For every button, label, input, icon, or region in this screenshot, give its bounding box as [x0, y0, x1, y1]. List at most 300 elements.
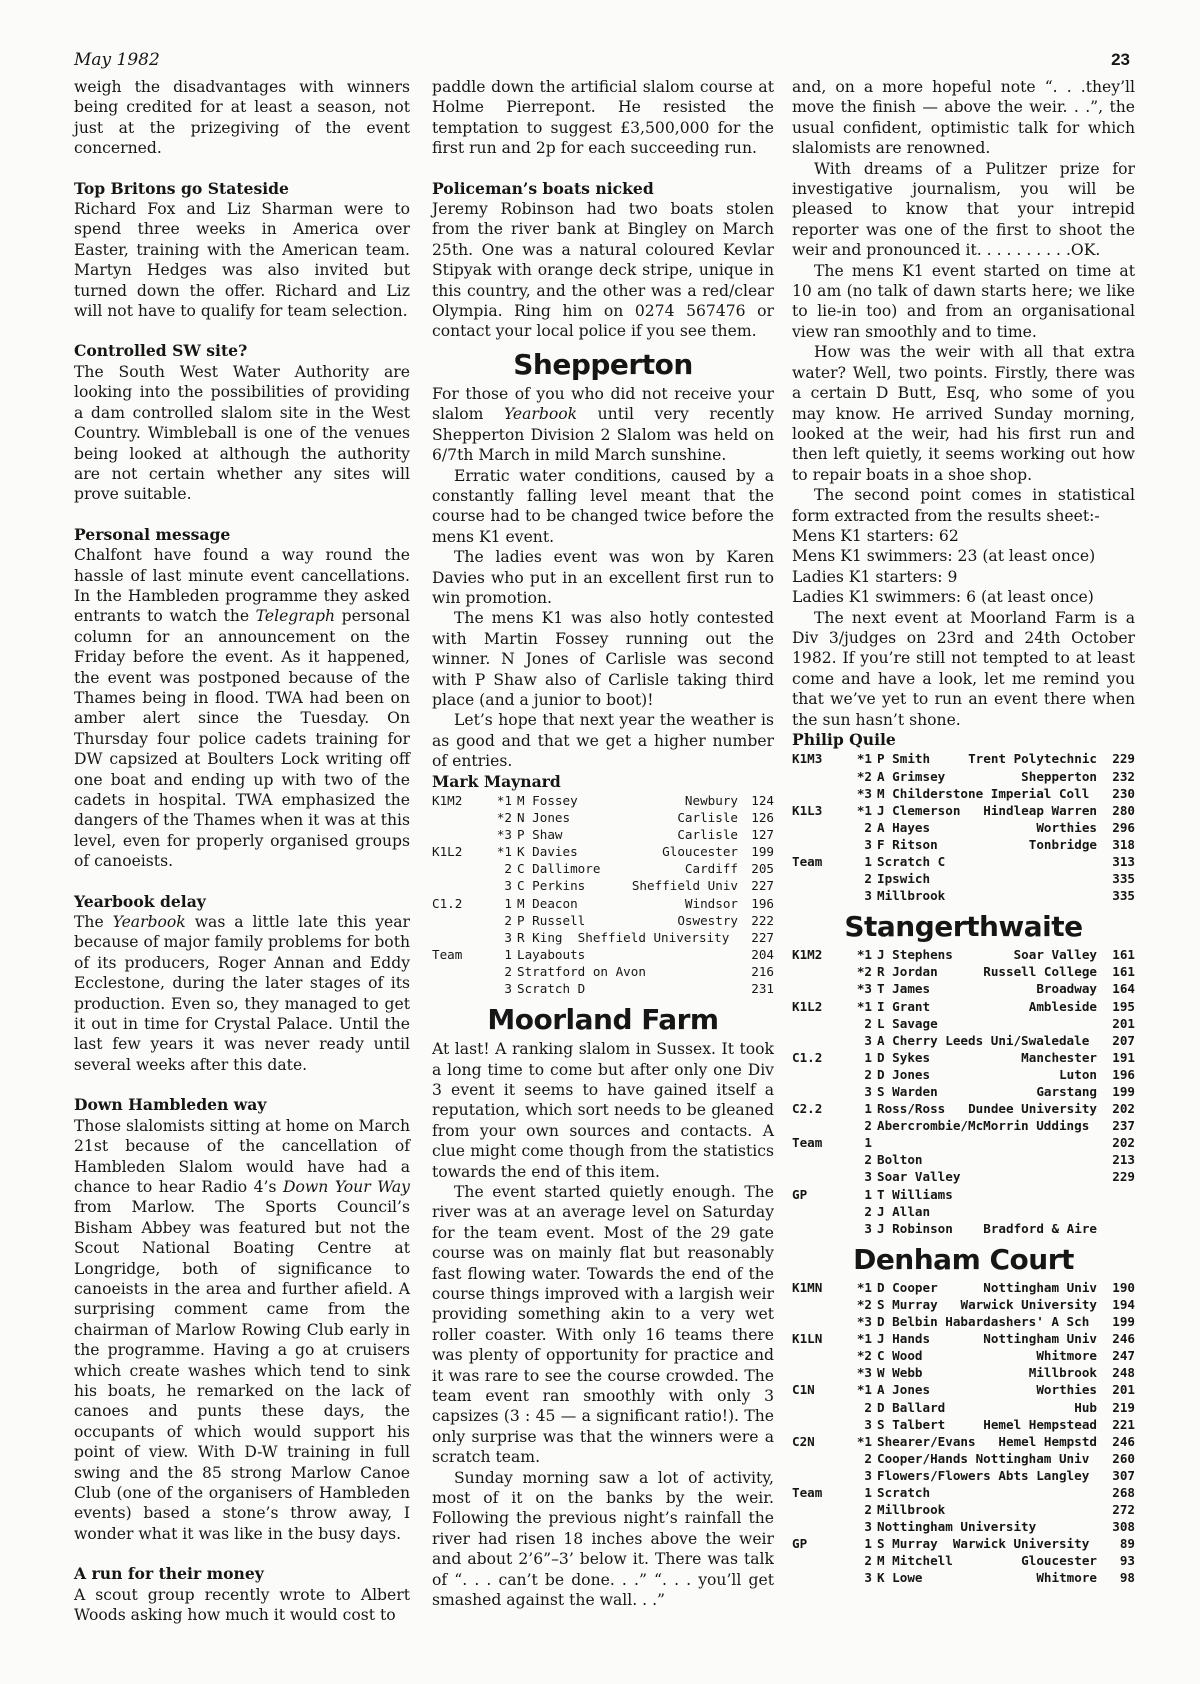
result-club [1097, 1467, 1105, 1484]
result-row [792, 1535, 1135, 1552]
result-club: Nottingham Univ [983, 1279, 1097, 1295]
byline: Philip Quile [792, 730, 896, 749]
result-club [1097, 1484, 1105, 1501]
result-class [792, 887, 842, 904]
result-class [792, 1450, 842, 1467]
paragraph: How was the weir with all that extra water? Well, two points. Firstly, there was a certain D Butt, Esq, who some of you may know. He arrived Sunday morning, looked at the weir, had his first run and then left quietly, it seems working out how to repair boats in a shoe shop. [792, 343, 1135, 484]
result-club: Hub [1074, 1399, 1097, 1415]
result-name: Millbrook [877, 1502, 946, 1518]
result-time: 227 [751, 929, 774, 945]
result-class [792, 768, 842, 785]
result-class: Team [792, 853, 823, 869]
result-time: 196 [1112, 1066, 1135, 1082]
headline-down-hambleden-way: Down Hambleden way [74, 1095, 267, 1115]
paragraph: For those of you who did not receive your slalom Yearbook until very recently Shepperton Division 2 Slalom was held on 6/7th March in mild March sunshine. [432, 384, 775, 465]
paragraph: The second point comes in statistical form extracted from the results sheet:- [792, 486, 1135, 525]
section-title-moorland-farm: Moorland Farm [487, 1003, 719, 1037]
result-row [792, 1117, 1135, 1134]
byline: Mark Maynard [432, 771, 561, 791]
result-place: *2 [856, 768, 872, 784]
result-club [1097, 1518, 1105, 1535]
result-class [792, 1203, 842, 1220]
result-place: 3 [504, 929, 512, 945]
result-row [792, 785, 1135, 802]
result-place: *2 [856, 964, 872, 980]
headline-policemans-boats: Policeman’s boats nicked [432, 178, 654, 198]
result-club [1097, 1134, 1105, 1151]
result-row [792, 887, 1135, 904]
result-place: 2 [504, 912, 512, 928]
paragraph: Richard Fox and Liz Sharman were to spend three weeks in America over Easter, training with the American team. Martyn Hedges was also invited but turned down the offer. Richard and Liz will not have to qualify for team selection. [74, 200, 410, 321]
result-class [792, 1501, 842, 1518]
result-time: 246 [1112, 1331, 1135, 1347]
result-club: Bradford & Aire [983, 1220, 1097, 1236]
result-name: Shearer/Evans [877, 1433, 976, 1449]
result-place: 3 [864, 1416, 872, 1432]
result-row [432, 877, 774, 894]
result-time: 201 [1112, 1015, 1135, 1031]
result-name: Stratford on Avon [517, 963, 646, 979]
result-row [792, 1467, 1135, 1484]
result-name: Flowers/Flowers Abts Langley [877, 1467, 1090, 1483]
result-name: A Cherry Leeds Uni/Swaledale [877, 1032, 1090, 1048]
result-place: *2 [496, 810, 512, 826]
result-time: 199 [751, 844, 774, 860]
result-time: 204 [751, 946, 774, 962]
result-row [792, 1450, 1135, 1467]
result-row [432, 895, 774, 912]
result-name: F Ritson [877, 836, 938, 852]
result-place: 2 [864, 1450, 872, 1466]
result-class [432, 860, 482, 877]
result-club: Garstang [1036, 1084, 1097, 1099]
result-name: J Allan [877, 1203, 931, 1219]
result-club [1097, 1032, 1105, 1049]
result-place: 3 [504, 878, 512, 894]
result-name: Soar Valley [877, 1169, 961, 1185]
result-row [792, 870, 1135, 887]
result-place: 3 [864, 888, 872, 904]
result-time: 272 [1112, 1502, 1135, 1518]
result-place: 3 [864, 1220, 872, 1236]
result-club: Windsor [684, 895, 738, 911]
result-name: M Fossey [517, 793, 578, 808]
result-class: K1MN [792, 1279, 823, 1295]
result-time: 207 [1112, 1032, 1135, 1048]
result-class [792, 1364, 842, 1381]
result-name: Cooper/Hands Nottingham Univ [877, 1450, 1090, 1466]
result-class [792, 1015, 842, 1032]
result-name: P Russell [517, 912, 586, 928]
result-time: 199 [1112, 1084, 1135, 1099]
result-place: 1 [864, 853, 872, 869]
result-row [432, 963, 774, 980]
result-time: 247 [1112, 1348, 1135, 1364]
result-time: 232 [1112, 768, 1135, 784]
result-time: 196 [751, 895, 774, 911]
result-name: A Hayes [877, 819, 931, 835]
result-club: Oswestry [677, 912, 738, 928]
result-name: S Murray Warwick University [877, 1536, 1090, 1552]
result-name: D Jones [877, 1066, 931, 1082]
result-row [432, 826, 774, 843]
result-row [792, 1381, 1135, 1398]
result-place: 2 [864, 1015, 872, 1031]
result-class [792, 819, 842, 836]
result-club [738, 929, 746, 946]
result-class: K1L2 [432, 844, 463, 860]
result-name: Ipswich [877, 871, 931, 887]
result-place: 1 [864, 1049, 872, 1065]
result-row [792, 1552, 1135, 1569]
result-row [432, 809, 774, 826]
result-club: Russell College [983, 964, 1097, 980]
result-club: Newbury [684, 793, 738, 808]
result-club [1097, 1450, 1105, 1467]
result-time: 268 [1112, 1484, 1135, 1500]
result-place: 1 [504, 946, 512, 962]
result-club [1097, 1313, 1105, 1330]
result-time: 98 [1119, 1570, 1135, 1586]
result-class: C2.2 [792, 1101, 823, 1117]
result-name: J Stephens [877, 947, 953, 963]
result-place: 1 [864, 1101, 872, 1117]
result-club [1097, 1501, 1105, 1518]
result-row [792, 1518, 1135, 1535]
result-name: W Webb [877, 1365, 923, 1381]
result-row [432, 792, 774, 809]
result-row [792, 1015, 1135, 1032]
result-time: 296 [1112, 819, 1135, 835]
result-class [432, 912, 482, 929]
result-place: 1 [864, 1135, 872, 1151]
result-name: C Wood [877, 1348, 923, 1364]
result-club: Dundee University [968, 1101, 1097, 1117]
paragraph: With dreams of a Pulitzer prize for investigative journalism, you will be pleased to know that your intrepid reporter was one of the first to shoot the weir and pronounced it. . . . . . . . . .OK. [792, 159, 1135, 260]
stat-line: Ladies K1 starters: 9 [792, 567, 958, 586]
result-name: A Grimsey [877, 768, 946, 784]
result-class [432, 963, 482, 980]
result-place: *1 [856, 1382, 872, 1398]
result-row [432, 980, 774, 997]
result-row [792, 1399, 1135, 1416]
result-club: Carlisle [677, 827, 738, 843]
result-time: 237 [1112, 1118, 1135, 1134]
result-place: 3 [864, 1084, 872, 1099]
result-time: 219 [1112, 1399, 1135, 1415]
result-row [792, 819, 1135, 836]
result-time: 229 [1112, 751, 1135, 767]
result-club [1097, 1203, 1105, 1220]
result-class: C2N [792, 1433, 815, 1449]
result-class [792, 785, 842, 802]
result-class [792, 1569, 842, 1586]
result-club [738, 963, 746, 980]
result-name: D Sykes [877, 1049, 931, 1065]
result-row [792, 1203, 1135, 1220]
result-club: Gloucester [1021, 1553, 1097, 1569]
result-name: M Deacon [517, 895, 578, 911]
result-time: 201 [1112, 1382, 1135, 1398]
result-time: 127 [751, 827, 774, 843]
paragraph: At last! A ranking slalom in Sussex. It took a long time to come but after only one Div 3 event it seems to have gained itself a reputation, which sort needs to be gleaned from your own sources and contacts. A clue might come though from the statistics towards the end of this item. [432, 1040, 774, 1181]
result-club: Hemel Hempstd [998, 1433, 1097, 1449]
result-name: Layabouts [517, 946, 586, 962]
paragraph: Chalfont have found a way round the hassle of last minute event cancellations. In the Hambleden programme they asked entrants to watch the Telegraph personal column for an announcement on the Friday before the event. As it happened, the event was postponed because of the Thames being in flood. TWA had been on amber alert since the Tuesday. On Thursday four police cadets training for DW capsized at Boulters Lock writing off one boat and ending up with two of the cadets in hospital. TWA emphasized the dangers of the Thames when it was at this level, even for properly organised groups of canoeists. [74, 546, 411, 871]
result-class [792, 1347, 842, 1364]
paragraph: A scout group recently wrote to Albert Woods asking how much it would cost to [74, 1585, 410, 1625]
paragraph: The South West Water Authority are looking into the possibilities of providing a dam controlled slalom site in the West Country. Wimbleball is one of the venues being looked at although the authority are not certain whether any sites will prove suitable. [74, 362, 410, 504]
result-row [792, 1279, 1135, 1296]
result-row [792, 836, 1135, 853]
result-time: 164 [1112, 981, 1135, 997]
result-name: R King Sheffield University [517, 929, 730, 945]
result-name: N Jones [517, 810, 571, 826]
result-place: *1 [496, 793, 512, 808]
result-name: K Lowe [877, 1570, 923, 1586]
result-time: 307 [1112, 1467, 1135, 1483]
result-class: K1M2 [792, 947, 823, 963]
result-place: *1 [856, 1279, 872, 1295]
result-club: Soar Valley [1013, 947, 1097, 963]
paragraph: Let’s hope that next year the weather is as good and that we get a higher number of entries. [432, 711, 774, 771]
result-place: *3 [496, 827, 512, 843]
result-class: K1L2 [792, 998, 823, 1014]
result-place: 3 [864, 836, 872, 852]
result-time: 230 [1112, 785, 1135, 801]
result-name: Ross/Ross [877, 1101, 946, 1117]
stat-line: Ladies K1 swimmers: 6 (at least once) [792, 588, 1094, 607]
result-time: 335 [1112, 871, 1135, 887]
result-place: 2 [864, 1066, 872, 1082]
result-row [792, 1168, 1135, 1185]
paragraph: The event started quietly enough. The river was at an average level on Saturday for the team event. Most of the 29 gate course was on mainly flat but reasonably fast flowing water. Towards the end of the course things improved with a largish weir providing something akin to a very wet roller coaster. With only 16 teams there was plenty of opportunity for practice and it was rare to see the course crowded. The team event ran smoothly with only 3 capsizes (3 : 45 — a significant ratio!). The only surprise was that the winners were a scratch team. [432, 1182, 774, 1467]
result-class [432, 877, 482, 894]
result-time [1105, 1220, 1135, 1237]
result-class [792, 1083, 842, 1100]
result-time: 191 [1112, 1049, 1135, 1065]
headline-controlled-sw-site: Controlled SW site? [74, 341, 248, 361]
result-club [1097, 1015, 1105, 1032]
result-row [432, 860, 774, 877]
result-name: R Jordan [877, 964, 938, 980]
result-class: K1L3 [792, 802, 823, 818]
result-place: 2 [864, 1399, 872, 1415]
result-time: 205 [751, 861, 774, 877]
result-row [432, 929, 774, 946]
result-row [792, 1364, 1135, 1381]
result-place: *3 [856, 981, 872, 997]
paragraph: Erratic water conditions, caused by a constantly falling level meant that the course had to be changed twice before the mens K1 event. [432, 466, 774, 546]
result-time: 161 [1112, 947, 1135, 963]
result-class: Team [792, 1484, 823, 1500]
result-name: S Murray [877, 1296, 938, 1312]
result-place: 1 [864, 1186, 872, 1202]
result-name: M Mitchell [877, 1553, 953, 1569]
result-row [792, 1134, 1135, 1151]
result-row [432, 946, 774, 963]
result-name: Nottingham University [877, 1519, 1037, 1535]
result-club [1097, 1117, 1105, 1134]
issue-date: May 1982 [74, 50, 160, 70]
result-name: D Cooper [877, 1279, 938, 1295]
result-name: S Talbert [877, 1416, 946, 1432]
result-class: C1.2 [792, 1049, 823, 1065]
result-class [792, 1151, 842, 1168]
result-place: 3 [864, 1519, 872, 1535]
result-class [792, 1066, 842, 1083]
result-club: Ambleside [1028, 998, 1097, 1014]
result-club: Nottingham Univ [983, 1331, 1097, 1347]
result-time: 231 [751, 981, 774, 997]
result-class [792, 1416, 842, 1433]
result-row [792, 853, 1135, 870]
paragraph: Sunday morning saw a lot of activity, most of it on the banks by the weir. Following the previous night’s rainfall the river had risen 18 inches above the weir and about 2’6”–3’ below it. There was talk of “. . . can’t be done. . .” “. . . you’ll get smashed against the wall. . .” [432, 1468, 774, 1610]
section-title-shepperton: Shepperton [513, 347, 693, 381]
result-place: *1 [856, 998, 872, 1014]
result-club: Sheffield Univ [631, 878, 738, 894]
result-row [792, 1484, 1135, 1501]
result-class: K1M2 [432, 793, 463, 808]
result-name: P Shaw [517, 827, 563, 843]
result-name: C Dallimore [517, 861, 601, 877]
result-row [792, 1416, 1135, 1433]
result-place: 2 [864, 1118, 872, 1134]
result-class [792, 1296, 842, 1313]
result-place: 3 [504, 981, 512, 997]
result-name: T Williams [877, 1186, 953, 1202]
result-class [792, 1552, 842, 1569]
result-time: 202 [1112, 1135, 1135, 1151]
result-place: 2 [864, 1553, 872, 1569]
result-row [792, 1100, 1135, 1117]
column-2 [432, 77, 774, 1611]
page-number: 23 [1111, 50, 1130, 69]
results-table-stangerthwaite [792, 946, 1135, 1237]
paragraph: The next event at Moorland Farm is a Div 3/judges on 23rd and 24th October 1982. If you’re still not tempted to at least come and have a look, let me remind you that we’ve yet to run an event there when the sun hasn’t shone. [792, 608, 1135, 729]
paragraph: The mens K1 was also hotly contested with Martin Fossey running out the winner. N Jones of Carlisle was second with P Shaw also of Carlisle taking third place (and a junior to boot)! [432, 609, 774, 709]
result-class: K1M3 [792, 751, 823, 767]
result-club [1097, 1535, 1105, 1552]
result-class: Team [432, 946, 463, 962]
headline-top-britons: Top Britons go Stateside [74, 178, 289, 198]
section-title-stangerthwaite: Stangerthwaite [844, 910, 1083, 944]
result-time: 248 [1112, 1365, 1135, 1381]
result-class [432, 980, 482, 997]
result-name: C Perkins [517, 878, 586, 894]
result-place: *1 [856, 1331, 872, 1347]
result-class [792, 1032, 842, 1049]
result-row [792, 1501, 1135, 1518]
result-club: Whitmore [1036, 1570, 1097, 1586]
result-name: D Ballard [877, 1399, 946, 1415]
result-club: Worthies [1036, 1382, 1097, 1398]
result-time: 313 [1112, 853, 1135, 869]
result-name: I Grant [877, 998, 931, 1014]
paragraph: and, on a more hopeful note “. . .they’ll move the finish — above the weir. . .”, the usual confident, optimistic talk for which slalomists are renowned. [792, 78, 1135, 158]
results-table-shepperton [432, 792, 774, 997]
result-time: 195 [1112, 998, 1135, 1014]
result-club: Tonbridge [1028, 836, 1097, 852]
result-place: 3 [864, 1570, 872, 1586]
result-row [432, 912, 774, 929]
result-club: Warwick University [960, 1296, 1097, 1312]
result-place: 2 [504, 963, 512, 979]
result-club: Millbrook [1028, 1365, 1097, 1381]
result-time: 335 [1112, 888, 1135, 904]
result-class: K1LN [792, 1331, 823, 1347]
result-time: 202 [1112, 1101, 1135, 1117]
result-club [1097, 785, 1105, 802]
result-row [792, 1049, 1135, 1066]
result-class: C1N [792, 1382, 815, 1398]
stat-line: Mens K1 starters: 62 [792, 526, 959, 545]
result-row [792, 980, 1135, 997]
result-row [792, 768, 1135, 785]
paragraph: The ladies event was won by Karen Davies who put in an excellent first run to win promotion. [432, 548, 774, 607]
result-row [792, 750, 1135, 767]
result-place: 3 [864, 1169, 872, 1185]
result-row [792, 1569, 1135, 1586]
result-time: 93 [1119, 1553, 1135, 1569]
result-place: *3 [856, 1314, 872, 1330]
headline-personal-message: Personal message [74, 524, 231, 544]
result-time: 161 [1112, 964, 1135, 980]
result-time: 260 [1112, 1450, 1135, 1466]
result-time: 227 [751, 878, 774, 894]
result-class [432, 826, 482, 843]
results-table-moorland-farm [792, 750, 1135, 904]
result-club: Cardiff [684, 861, 738, 877]
result-name: M Childerstone Imperial Coll [877, 785, 1090, 801]
result-class: GP [792, 1186, 808, 1202]
result-club: Trent Polytechnic [968, 751, 1097, 767]
result-time: 246 [1112, 1433, 1135, 1449]
result-name: Abercrombie/McMorrin Uddings [877, 1118, 1090, 1134]
result-class [792, 980, 842, 997]
result-class [792, 1518, 842, 1535]
result-row [792, 1313, 1135, 1330]
paragraph: The Yearbook was a little late this year because of major family problems for both of its producers, Roger Annan and Eddy Ecclestone, during the later stages of its production. Even so, they managed to get it out in time for Crystal Palace. Until the last few years it was never ready until several weeks after this date. [74, 913, 410, 1074]
result-time: 89 [1119, 1536, 1135, 1552]
result-name: P Smith [877, 751, 931, 767]
result-name: T James [877, 981, 931, 997]
result-row [792, 1151, 1135, 1168]
result-place: 2 [864, 1203, 872, 1219]
result-place: 1 [864, 1484, 872, 1500]
result-row [792, 1186, 1135, 1203]
result-time: 318 [1112, 836, 1135, 852]
result-class [792, 1220, 842, 1237]
result-club [1097, 1168, 1105, 1185]
result-class [792, 1399, 842, 1416]
result-row [792, 1347, 1135, 1364]
result-class [792, 963, 842, 980]
result-club: Luton [1059, 1066, 1097, 1082]
result-place: *3 [856, 785, 872, 801]
result-name: J Hands [877, 1331, 931, 1347]
result-club [738, 946, 746, 963]
results-table-denham-court [792, 1279, 1135, 1587]
result-place: 2 [864, 1152, 872, 1168]
result-club [738, 980, 746, 997]
result-place: 2 [864, 1502, 872, 1518]
result-place: *3 [856, 1365, 872, 1381]
result-place: *2 [856, 1348, 872, 1364]
result-name: L Savage [877, 1015, 938, 1031]
result-place: *1 [856, 947, 872, 963]
result-name: S Warden [877, 1084, 938, 1099]
